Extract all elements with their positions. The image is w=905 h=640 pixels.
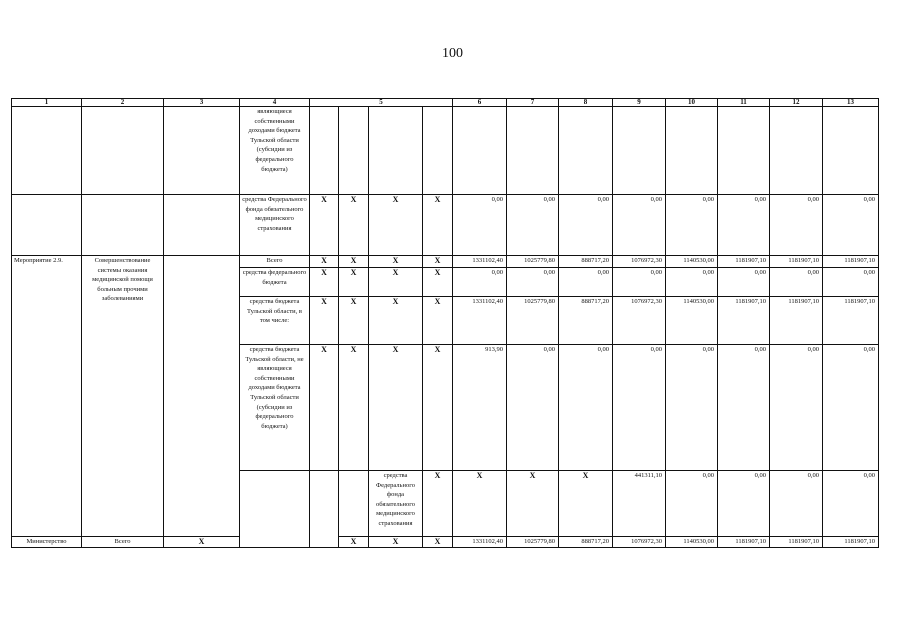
header-cell: 12 (770, 99, 823, 107)
value-cell: 888717,20 (559, 256, 613, 268)
value-cell: 0,00 (613, 268, 666, 297)
x-cell: X (339, 297, 369, 345)
value-cell: 0,00 (507, 345, 559, 471)
table-row (12, 537, 879, 548)
value-cell: 1331102,40 (453, 537, 507, 548)
header-cell: 8 (559, 99, 613, 107)
header-cell: 9 (613, 99, 666, 107)
value-cell: 0,00 (718, 345, 770, 471)
x-cell: X (369, 256, 423, 268)
value-cell: 1076972,30 (613, 297, 666, 345)
x-cell: X (310, 195, 339, 256)
value-cell: 0,00 (666, 345, 718, 471)
funding-source-cell: Всего (82, 537, 164, 548)
value-cell: 1331102,40 (453, 297, 507, 345)
value-cell: 0,00 (559, 195, 613, 256)
funding-source-cell: средства бюджета Тульской области, не являющиеся собственными доходами бюджета Тульской области (субсидии из федерального бюджета) (240, 345, 310, 471)
value-cell: 1140530,00 (666, 537, 718, 548)
funding-source-cell: средства Федерального фонда обязательного медицинского страхования (369, 471, 423, 537)
budget-table (11, 98, 879, 548)
header-row (12, 99, 879, 107)
executor-cell: Министерство (12, 537, 82, 548)
value-cell: 1140530,00 (666, 256, 718, 268)
value-cell: 0,00 (770, 471, 823, 537)
value-cell: 1331102,40 (453, 256, 507, 268)
header-cell: 2 (82, 99, 164, 107)
x-cell: X (339, 256, 369, 268)
header-cell: 5 (310, 99, 453, 107)
header-cell: 3 (164, 99, 240, 107)
value-cell: 0,00 (823, 268, 879, 297)
value-cell: 1181907,10 (718, 297, 770, 345)
funding-source-cell: средства федерального бюджета (240, 268, 310, 297)
x-cell: X (339, 345, 369, 471)
value-cell: 1181907,10 (823, 297, 879, 345)
value-cell: 1025779,80 (507, 537, 559, 548)
value-cell: 1140530,00 (666, 297, 718, 345)
value-cell: 1181907,10 (770, 297, 823, 345)
value-cell: 0,00 (666, 268, 718, 297)
value-cell: 888717,20 (559, 297, 613, 345)
x-cell: X (310, 297, 339, 345)
value-cell: 0,00 (770, 345, 823, 471)
funding-source-cell: средства Федерального фонда обязательного медицинского страхования (240, 195, 310, 256)
x-cell: X (310, 345, 339, 471)
x-cell: X (369, 537, 423, 548)
value-cell: 0,00 (559, 268, 613, 297)
value-cell: 0,00 (718, 195, 770, 256)
funding-source-cell: Всего (240, 256, 310, 268)
table-row (12, 256, 879, 268)
x-cell: X (310, 268, 339, 297)
value-cell: 1181907,10 (718, 537, 770, 548)
value-cell: 1181907,10 (770, 537, 823, 548)
value-cell: 0,00 (666, 195, 718, 256)
value-cell: 1181907,10 (823, 537, 879, 548)
x-cell: X (559, 471, 613, 537)
value-cell: 0,00 (507, 268, 559, 297)
x-cell: X (423, 268, 453, 297)
value-cell: 0,00 (823, 345, 879, 471)
header-cell: 11 (718, 99, 770, 107)
x-cell: X (339, 268, 369, 297)
header-cell: 4 (240, 99, 310, 107)
value-cell: 1076972,30 (613, 256, 666, 268)
x-cell: X (369, 297, 423, 345)
value-cell: 0,00 (770, 268, 823, 297)
value-cell: 0,00 (718, 471, 770, 537)
header-cell: 6 (453, 99, 507, 107)
funding-source-cell: являющиеся собственными доходами бюджета Тульской области (субсидии из федерального бюджета) (240, 107, 310, 195)
x-cell: X (164, 537, 240, 548)
value-cell: 441311,10 (613, 471, 666, 537)
header-cell: 1 (12, 99, 82, 107)
x-cell: X (423, 195, 453, 256)
value-cell: 0,00 (770, 195, 823, 256)
value-cell: 0,00 (718, 268, 770, 297)
x-cell: X (423, 537, 453, 548)
value-cell: 0,00 (453, 268, 507, 297)
x-cell: X (423, 256, 453, 268)
value-cell: 0,00 (559, 345, 613, 471)
value-cell: 0,00 (666, 471, 718, 537)
x-cell: X (507, 471, 559, 537)
x-cell: X (423, 297, 453, 345)
value-cell: 1025779,80 (507, 297, 559, 345)
value-cell: 1025779,80 (507, 256, 559, 268)
value-cell: 0,00 (507, 195, 559, 256)
table-row (12, 195, 879, 256)
header-cell: 13 (823, 99, 879, 107)
x-cell: X (310, 256, 339, 268)
page-number: 100 (442, 46, 463, 61)
measure-number: Мероприятие 2.9. (12, 256, 82, 537)
value-cell: 0,00 (613, 195, 666, 256)
value-cell: 0,00 (613, 345, 666, 471)
x-cell: X (369, 345, 423, 471)
x-cell: X (369, 268, 423, 297)
value-cell: 1181907,10 (823, 256, 879, 268)
x-cell: X (453, 471, 507, 537)
value-cell: 888717,20 (559, 537, 613, 548)
header-cell: 10 (666, 99, 718, 107)
x-cell: X (369, 195, 423, 256)
x-cell: X (423, 471, 453, 537)
value-cell: 0,00 (823, 195, 879, 256)
value-cell: 1181907,10 (770, 256, 823, 268)
header-cell: 7 (507, 99, 559, 107)
x-cell: X (339, 195, 369, 256)
value-cell: 1076972,30 (613, 537, 666, 548)
funding-source-cell: средства бюджета Тульской области, в том числе: (240, 297, 310, 345)
measure-title: Совершенствование системы оказания медицинской помощи больным прочими заболеваниями (82, 256, 164, 537)
value-cell: 913,90 (453, 345, 507, 471)
value-cell: 0,00 (453, 195, 507, 256)
value-cell: 1181907,10 (718, 256, 770, 268)
value-cell: 0,00 (823, 471, 879, 537)
x-cell: X (339, 537, 369, 548)
table-row (12, 107, 879, 195)
x-cell: X (423, 345, 453, 471)
